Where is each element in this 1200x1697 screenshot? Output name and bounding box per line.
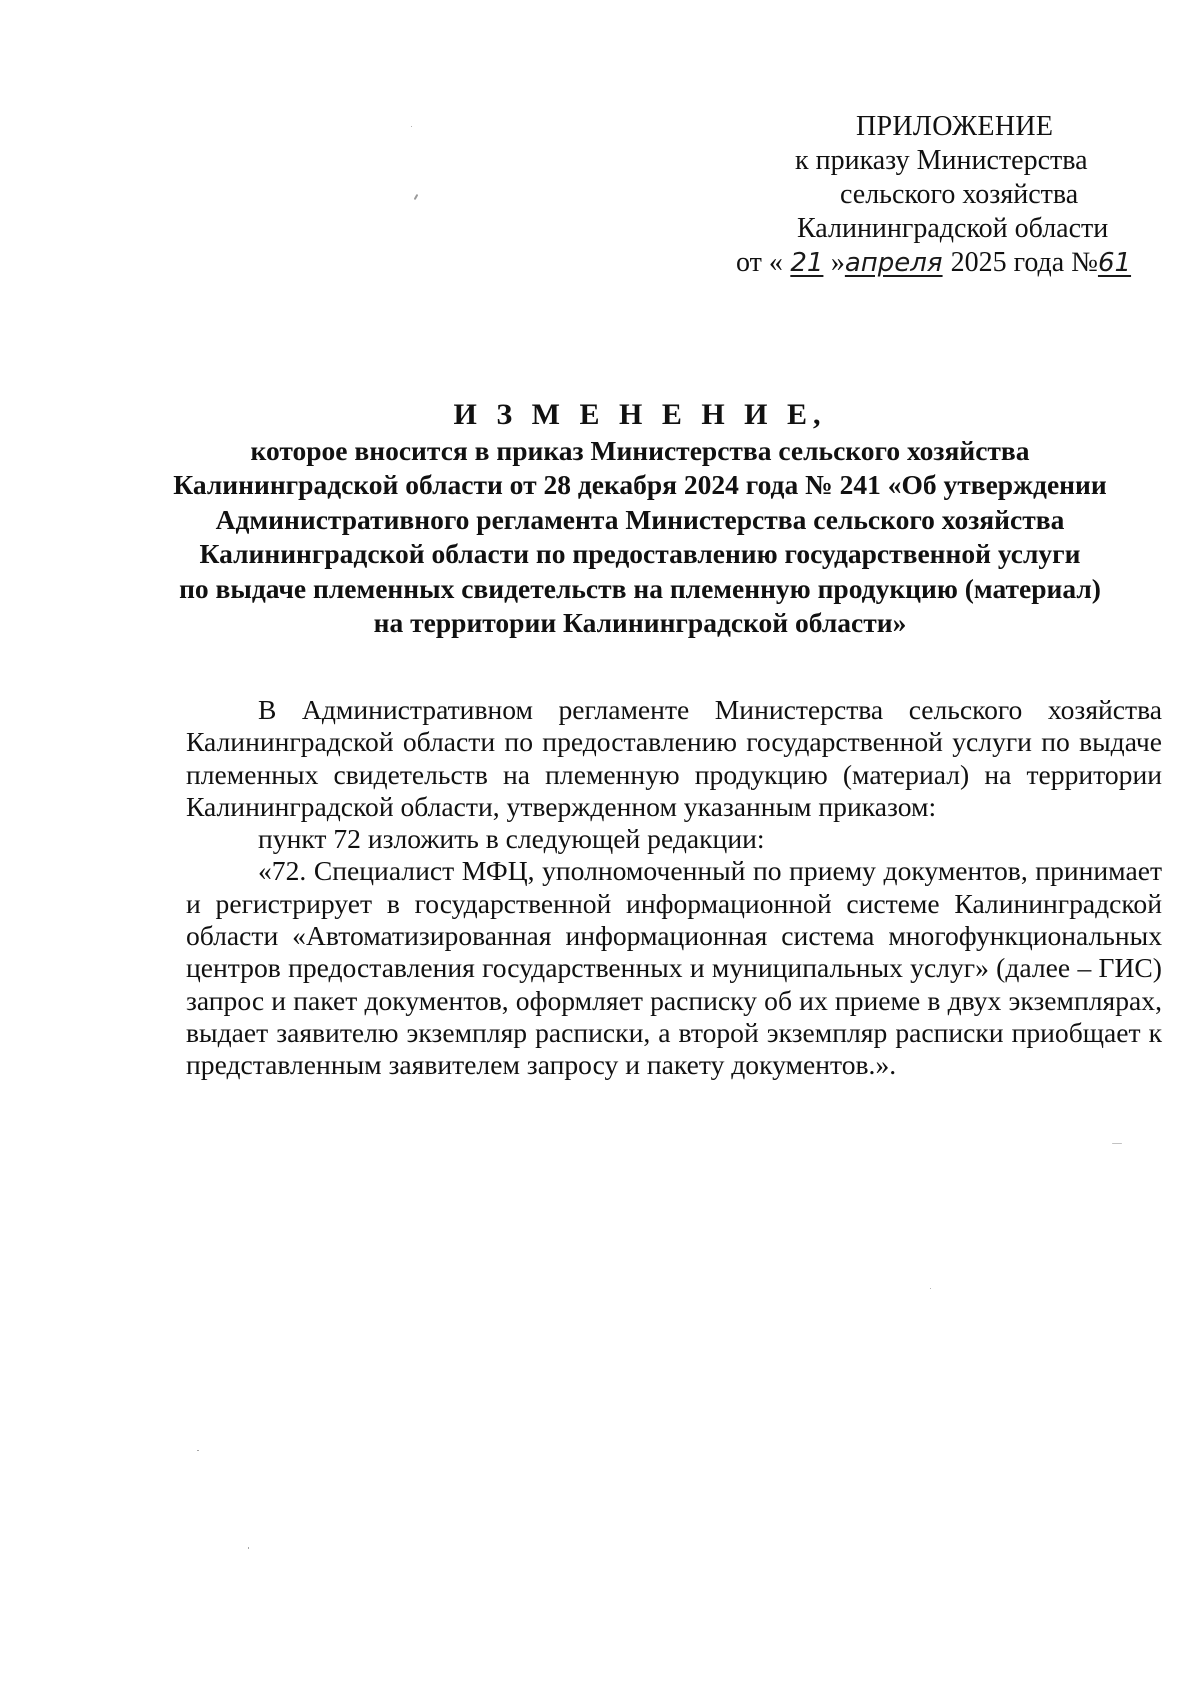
body-paragraph-2: пункт 72 изложить в следующей редакции: — [258, 823, 765, 855]
handwritten-month: апреля — [844, 248, 943, 278]
appendix-title: ПРИЛОЖЕНИЕ — [856, 111, 1054, 142]
appendix-date-line — [736, 246, 1140, 280]
appendix-line-3: Калининградской области — [797, 213, 1109, 244]
scan-speck — [414, 194, 419, 200]
body-paragraph-1: В Административном регламенте Министерства сельского хозяйства Калининградской области по предоставлению государственной услуги по выдаче племенных свидетельств на племенную продукцию (материал) на территории Калининградской области, утвержденном указанным приказом: — [186, 694, 1162, 822]
title-line-6: на территории Калининградской области» — [373, 607, 907, 638]
title-heading: И З М Е Н Е Н И Е, — [453, 398, 827, 431]
scan-speck — [1112, 1143, 1122, 1144]
date-year: 2025 года № — [950, 247, 1098, 278]
title-line-4: Калининградской области по предоставлению государственной услуги — [199, 538, 1081, 569]
appendix-line-2: сельского хозяйства — [840, 179, 1079, 210]
scan-speck — [930, 1288, 931, 1289]
document-body — [186, 694, 1162, 1082]
handwritten-number: 61 — [1097, 248, 1132, 278]
scan-speck — [197, 1450, 199, 1451]
date-mid: » — [830, 247, 845, 278]
scan-speck — [248, 1547, 249, 1549]
document-title — [160, 398, 1120, 641]
title-line-1: которое вносится в приказ Министерства сельского хозяйства — [250, 434, 1030, 466]
date-prefix: от « — [736, 247, 783, 278]
handwritten-day: 21 — [790, 248, 824, 278]
title-line-5: по выдаче племенных свидетельств на племенную продукцию (материал) — [179, 572, 1101, 604]
title-line-3: Административного регламента Министерства сельского хозяйства — [215, 503, 1065, 535]
scan-speck — [411, 126, 412, 127]
body-paragraph-3: «72. Специалист МФЦ, уполномоченный по приему документов, принимает и регистрирует в государственной информационной системе Калининградской области «Автоматизированная информационная система многофункциональных центров предоставления государственных и муниципальных услуг» (далее – ГИС) запрос и пакет документов, оформляет расписку об их приеме в двух экземплярах, выдает заявителю экземпляр расписки, а второй экземпляр расписки приобщает к представленным заявителем запросу и пакету документов.». — [186, 855, 1162, 1081]
appendix-line-1: к приказу Министерства — [795, 145, 1088, 176]
title-line-2: Калининградской области от 28 декабря 2024 года № 241 «Об утверждении — [173, 469, 1107, 500]
appendix-block — [736, 110, 1140, 280]
